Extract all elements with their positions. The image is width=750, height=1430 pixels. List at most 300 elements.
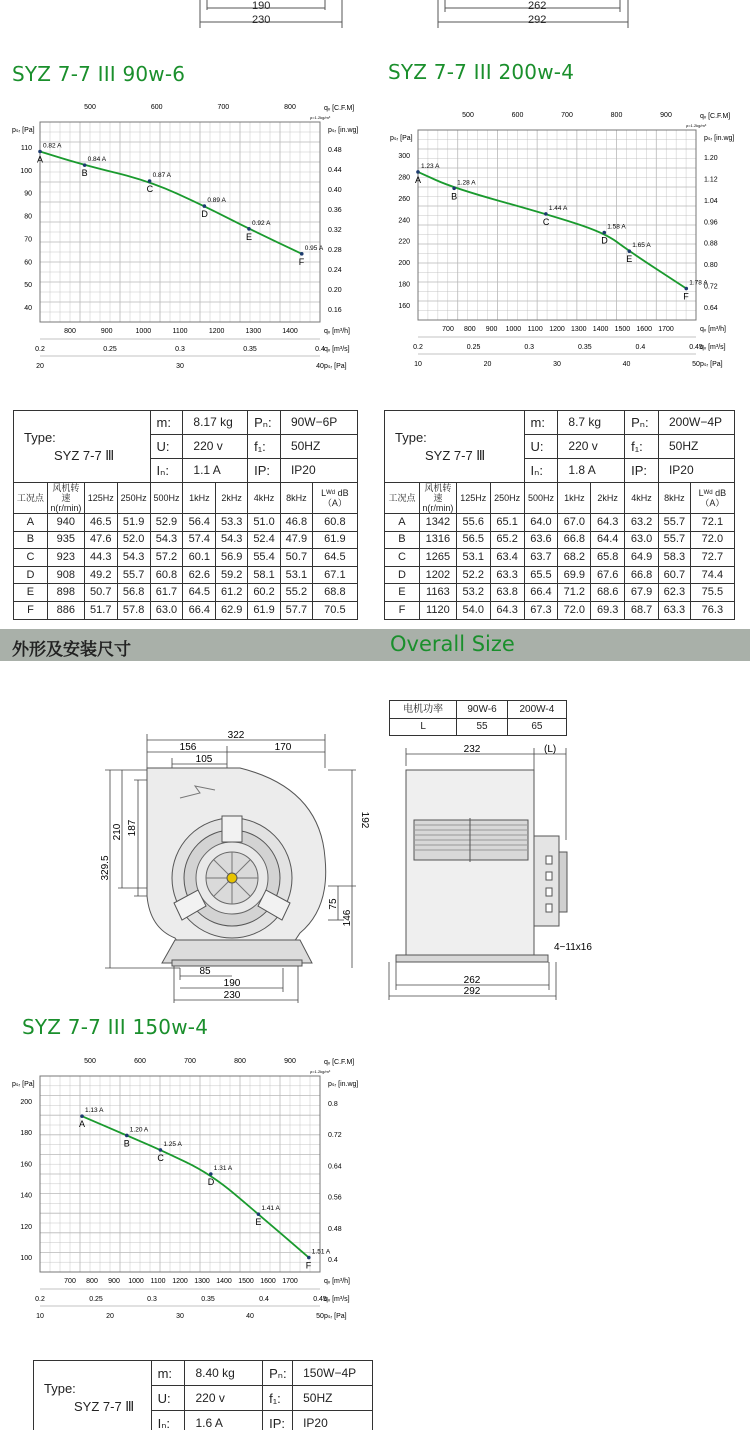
curve-point — [307, 1256, 311, 1260]
curve-point — [203, 204, 207, 208]
table-cell: 1202 — [419, 566, 456, 584]
x2-tick-label: 0.35 — [577, 344, 592, 351]
table-row — [14, 531, 358, 549]
row-point-label: C — [14, 549, 48, 567]
table-row — [385, 601, 735, 619]
type-label: Type: — [24, 429, 56, 445]
row-point-label: E — [385, 584, 420, 602]
point-current-label: 1.51 A — [311, 1248, 331, 1256]
motor-header: 90W-6 — [457, 701, 508, 719]
point-current-label: 1.20 A — [129, 1126, 149, 1134]
top-tick-label: 600 — [134, 1058, 146, 1065]
table-cell: 64.5 — [312, 549, 357, 567]
right-tick-label: 0.4 — [328, 1257, 338, 1264]
point-letter: E — [245, 231, 253, 242]
table-cell: 46.5 — [84, 514, 117, 532]
table-cell: 54.3 — [150, 531, 183, 549]
point-letter: D — [601, 235, 608, 246]
point-letter: C — [146, 184, 154, 195]
x2-tick-label: 0.3 — [175, 346, 185, 353]
table-cell: 46.8 — [280, 514, 312, 532]
table-cell: 57.8 — [117, 601, 150, 619]
table-cell: 47.6 — [84, 531, 117, 549]
right-tick-label: 0.72 — [704, 283, 718, 291]
table-cell: 51.9 — [117, 514, 150, 532]
voltage-label: U: — [151, 1386, 185, 1411]
table-cell: 64.3 — [591, 514, 625, 532]
motor-header: 电机功率 — [390, 701, 457, 719]
left-tick-label: 140 — [20, 1192, 32, 1200]
table-cell: 72.0 — [558, 601, 591, 619]
curve-point — [247, 227, 251, 231]
row-point-label: B — [385, 531, 420, 549]
left-tick-label: 180 — [20, 1130, 32, 1138]
table-cell: 67.0 — [558, 514, 591, 532]
x-tick-label: 1000 — [128, 1278, 144, 1285]
right-tick-label: 0.72 — [328, 1132, 342, 1140]
x-tick-label: 1300 — [245, 328, 262, 335]
x-tick-label: 1400 — [282, 328, 298, 335]
x3-tick-label: 20 — [36, 363, 44, 370]
table-cell: 63.3 — [658, 601, 690, 619]
left-tick-label: 40 — [24, 305, 32, 312]
motor-cell: 55 — [457, 718, 508, 736]
x-tick-label: 700 — [442, 326, 454, 333]
table-cell: 64.9 — [625, 549, 659, 567]
table-cell: 52.9 — [150, 514, 183, 532]
header-cell: 4kHz — [625, 483, 659, 514]
freq-value: 50HZ — [293, 1386, 373, 1411]
point-current-label: 0.84 A — [87, 156, 107, 164]
table-cell: 61.9 — [248, 601, 281, 619]
table-cell: 69.3 — [591, 601, 625, 619]
overall-size-cn: 外形及安装尺寸 — [12, 640, 131, 660]
table-cell: 67.9 — [625, 584, 659, 602]
power-value: 150W−4P — [293, 1361, 373, 1386]
point-current-label: 0.95 A — [304, 244, 324, 252]
x2-tick-label: 0.35 — [201, 1296, 215, 1303]
table-row — [385, 549, 735, 567]
dim-230: 230 — [223, 990, 241, 1001]
header-cell: 8kHz — [280, 483, 312, 514]
point-letter: D — [207, 1177, 215, 1187]
table-cell: 65.5 — [524, 566, 558, 584]
point-current-label: 1.28 A — [457, 179, 476, 187]
top-tick-label: 800 — [284, 104, 296, 111]
top-tick-label: 700 — [217, 104, 230, 111]
x-tick-label: 1400 — [592, 326, 609, 333]
table-row — [385, 566, 735, 584]
table-cell: 65.1 — [490, 514, 524, 532]
table-cell: 57.7 — [280, 601, 312, 619]
table-cell: 60.7 — [658, 566, 690, 584]
table-cell: 54.3 — [216, 531, 248, 549]
curve-point — [416, 170, 420, 174]
table-cell: 60.8 — [312, 514, 357, 532]
ip-label: IP: — [248, 459, 281, 483]
table-cell: 67.6 — [591, 566, 625, 584]
right-tick-label: 0.48 — [328, 147, 342, 154]
left-tick-label: 50 — [24, 282, 32, 290]
point-letter: A — [37, 154, 44, 165]
table-cell: 66.4 — [183, 601, 216, 619]
dim-190-top: 190 — [252, 0, 271, 12]
x-tick-label: 1300 — [571, 326, 587, 333]
x3-tick-label: 30 — [553, 361, 561, 368]
performance-curve — [82, 1116, 309, 1257]
table-cell: 55.7 — [658, 514, 690, 532]
header-cell: 8kHz — [658, 483, 690, 514]
voltage-value: 220 v — [183, 435, 248, 459]
table-cell: 58.3 — [658, 549, 690, 567]
freq-label: f₁: — [625, 435, 659, 459]
table-cell: 67.3 — [524, 601, 558, 619]
table-cell: 60.2 — [248, 584, 281, 602]
header-cell: Lᵂᵈ dB（A） — [690, 483, 734, 514]
right-tick-label: 0.48 — [328, 1225, 342, 1233]
right-tick-label: 0.28 — [328, 247, 342, 254]
x2-tick-label: 0.2 — [35, 346, 45, 353]
curve-point — [684, 287, 688, 291]
x2-axis-label: qᵥ [m³/s] — [324, 1296, 350, 1303]
x2-tick-label: 0.2 — [35, 1296, 45, 1303]
table-cell: 55.2 — [280, 584, 312, 602]
x-tick-label: 900 — [108, 1278, 120, 1285]
table-cell: 50.7 — [84, 584, 117, 602]
type-model: SYZ 7-7 Ⅲ — [425, 447, 486, 463]
curve-point — [148, 179, 152, 183]
right-tick-label: 0.20 — [328, 287, 342, 294]
x-tick-label: 1000 — [135, 328, 152, 335]
table-cell: 71.2 — [558, 584, 591, 602]
chart-200w — [380, 104, 750, 378]
ip-value: IP20 — [280, 459, 357, 483]
table-cell: 56.8 — [117, 584, 150, 602]
x-tick-label: 900 — [100, 328, 113, 335]
x3-tick-label: 30 — [176, 1313, 184, 1320]
table-cell: 55.6 — [456, 514, 490, 532]
dim-146: 146 — [342, 909, 353, 927]
noise-header-row — [385, 483, 735, 514]
point-current-label: 1.65 A — [632, 242, 651, 250]
top-tick-label: 700 — [561, 112, 573, 119]
x-tick-label: 800 — [463, 326, 476, 333]
left-tick-label: 220 — [398, 238, 410, 246]
x-tick-label: 1400 — [216, 1278, 232, 1285]
chart-title-150w: SYZ 7-7 III 150w-4 — [22, 1015, 209, 1039]
table-cell: 53.1 — [456, 549, 490, 567]
x-tick-label: 1300 — [194, 1278, 210, 1285]
density-note: ρ=1.2kg/m³ — [310, 1069, 331, 1074]
x-tick-label: 900 — [485, 326, 498, 333]
point-current-label: 1.44 A — [548, 204, 568, 212]
table-cell: 56.9 — [216, 549, 248, 567]
x-tick-label: 1100 — [150, 1278, 166, 1285]
point-current-label: 0.89 A — [207, 197, 226, 205]
table-row — [385, 531, 735, 549]
right-tick-label: 0.24 — [328, 267, 342, 274]
x2-tick-label: 0.4 — [635, 344, 646, 351]
mass-label: m: — [150, 411, 183, 435]
x-axis-label: qᵥ [m³/h] — [324, 1278, 350, 1285]
table-cell: 61.7 — [150, 584, 183, 602]
right-axis-label: pₛᵣ [in.wg] — [328, 127, 359, 134]
motor-cell: 65 — [507, 718, 566, 736]
right-tick-label: 0.44 — [328, 167, 342, 174]
curve-point — [627, 249, 631, 253]
left-tick-label: 200 — [398, 260, 410, 268]
table-cell: 72.7 — [690, 549, 734, 567]
table-cell: 68.7 — [625, 601, 659, 619]
table-cell: 65.2 — [490, 531, 524, 549]
curve-point — [125, 1134, 129, 1138]
table-cell: 62.6 — [183, 566, 216, 584]
dim-292-top: 292 — [528, 14, 547, 26]
type-model: SYZ 7-7 Ⅲ — [54, 447, 115, 463]
x2-tick-label: 0.25 — [103, 346, 117, 353]
table-cell: 62.9 — [216, 601, 248, 619]
x2-tick-label: 0.25 — [466, 344, 481, 351]
table-cell: 55.7 — [117, 566, 150, 584]
density-note: ρ=1.2kg/m³ — [686, 123, 707, 128]
dim-262: 262 — [463, 975, 481, 986]
point-letter: B — [123, 1138, 130, 1149]
left-tick-label: 110 — [20, 145, 32, 152]
table-cell: 60.8 — [150, 566, 183, 584]
table-cell: 1265 — [419, 549, 456, 567]
left-axis-label: pₛᵣ [Pa] — [12, 127, 35, 134]
type-cell — [34, 1361, 152, 1430]
right-tick-label: 0.40 — [328, 187, 342, 194]
x-tick-label: 800 — [64, 328, 76, 335]
table-cell: 940 — [47, 514, 84, 532]
table-cell: 1316 — [419, 531, 456, 549]
top-tick-label: 700 — [184, 1058, 196, 1065]
current-value: 1.8 A — [558, 459, 625, 483]
header-cell: 500Hz — [150, 483, 183, 514]
power-value: 200W−4P — [658, 411, 734, 435]
dim-105: 105 — [195, 754, 213, 765]
right-tick-label: 0.16 — [328, 307, 342, 314]
header-cell: 125Hz — [456, 483, 490, 514]
table-cell: 66.8 — [625, 566, 659, 584]
table-cell: 63.3 — [490, 566, 524, 584]
dim-322: 322 — [227, 730, 245, 741]
left-tick-label: 120 — [20, 1223, 32, 1231]
dim-329: 329.5 — [100, 855, 111, 881]
table-cell: 47.9 — [280, 531, 312, 549]
top-tick-label: 600 — [511, 112, 524, 119]
x3-axis-label: pₛᵣ [Pa] — [324, 1313, 347, 1320]
header-cell: 1kHz — [183, 483, 216, 514]
voltage-label: U: — [150, 435, 183, 459]
x2-axis-label: qᵥ [m³/s] — [700, 344, 726, 351]
x3-tick-label: 10 — [36, 1313, 44, 1320]
table-cell: 60.1 — [183, 549, 216, 567]
x3-tick-label: 30 — [176, 363, 184, 370]
curve-point — [209, 1172, 213, 1176]
right-tick-label: 0.88 — [704, 240, 718, 248]
x-axis-label: qᵥ [m³/h] — [700, 326, 726, 333]
right-tick-label: 0.80 — [704, 262, 718, 270]
curve-point — [452, 186, 456, 190]
type-label: Type: — [395, 429, 427, 445]
point-current-label: 0.82 A — [43, 142, 62, 150]
top-tick-label: 800 — [234, 1058, 246, 1065]
table-cell: 1342 — [419, 514, 456, 532]
left-tick-label: 300 — [398, 153, 410, 160]
right-tick-label: 0.64 — [328, 1163, 342, 1171]
header-cell: 工况点 — [14, 483, 48, 514]
table-cell: 898 — [47, 584, 84, 602]
table-cell: 64.5 — [183, 584, 216, 602]
x-tick-label: 1200 — [549, 326, 565, 333]
power-label: Pₙ: — [625, 411, 659, 435]
header-cell: 风机转速 n(r/min) — [47, 483, 84, 514]
row-point-label: F — [14, 601, 48, 619]
mass-label: m: — [524, 411, 558, 435]
table-row — [14, 566, 358, 584]
table-cell: 52.4 — [248, 531, 281, 549]
curve-point — [83, 163, 87, 167]
header-cell: 2kHz — [591, 483, 625, 514]
x3-tick-label: 10 — [414, 361, 422, 368]
table-cell: 68.2 — [558, 549, 591, 567]
type-model: SYZ 7-7 Ⅲ — [74, 1399, 135, 1414]
current-label: Iₙ: — [151, 1411, 185, 1430]
top-tick-label: 500 — [84, 104, 96, 111]
curve-point — [159, 1148, 163, 1152]
ip-value: IP20 — [293, 1411, 373, 1430]
table-cell: 57.2 — [150, 549, 183, 567]
spec-table-200w — [384, 410, 735, 620]
top-dim-strip — [0, 0, 750, 30]
dim-85: 85 — [199, 966, 211, 977]
dim-262-top: 262 — [528, 0, 547, 12]
right-tick-label: 0.96 — [704, 219, 718, 227]
freq-value: 50HZ — [280, 435, 357, 459]
top-axis-label: qᵥ [C.F.M] — [324, 1059, 355, 1066]
density-note: ρ=1.2kg/m³ — [310, 115, 331, 120]
chart-title-200w: SYZ 7-7 III 200w-4 — [388, 60, 575, 84]
table-cell: 66.8 — [558, 531, 591, 549]
point-current-label: 0.87 A — [152, 172, 172, 180]
x-tick-label: 1600 — [636, 326, 652, 333]
power-value: 90W−6P — [280, 411, 357, 435]
left-tick-label: 100 — [20, 1255, 32, 1262]
x2-tick-label: 0.35 — [243, 346, 257, 353]
x2-tick-label: 0.45 — [313, 1296, 327, 1303]
dim-L: (L) — [544, 744, 557, 755]
point-letter: B — [451, 191, 458, 202]
table-row — [14, 514, 358, 532]
header-cell: 工况点 — [385, 483, 420, 514]
mass-label: m: — [151, 1361, 185, 1386]
row-point-label: F — [385, 601, 420, 619]
point-current-label: 1.23 A — [421, 162, 440, 170]
x-tick-label: 1200 — [172, 1278, 188, 1285]
x-tick-label: 800 — [86, 1278, 98, 1285]
motor-header: 200W-4 — [507, 701, 566, 719]
freq-label: f₁: — [248, 435, 281, 459]
table-cell: 68.8 — [312, 584, 357, 602]
x2-tick-label: 0.25 — [89, 1296, 103, 1303]
curve-point — [80, 1114, 84, 1118]
header-cell: 250Hz — [117, 483, 150, 514]
x3-tick-label: 20 — [483, 361, 492, 368]
curve-point — [602, 231, 606, 235]
table-cell: 75.5 — [690, 584, 734, 602]
curve-point — [300, 252, 304, 256]
mass-value: 8.17 kg — [183, 411, 248, 435]
table-cell: 62.3 — [658, 584, 690, 602]
top-axis-label: qᵥ [C.F.M] — [700, 113, 731, 120]
point-letter: D — [201, 209, 208, 220]
voltage-value: 220 v — [558, 435, 625, 459]
point-current-label: 1.13 A — [85, 1107, 104, 1115]
point-current-label: 1.58 A — [607, 223, 626, 231]
table-row — [385, 514, 735, 532]
x3-tick-label: 20 — [106, 1313, 114, 1320]
right-tick-label: 0.36 — [328, 207, 342, 214]
table-cell: 63.7 — [524, 549, 558, 567]
table-cell: 74.4 — [690, 566, 734, 584]
type-label: Type: — [44, 1381, 76, 1396]
table-cell: 72.1 — [690, 514, 734, 532]
x3-axis-label: pₛᵣ [Pa] — [324, 363, 347, 370]
dim-75: 75 — [328, 898, 339, 910]
table-cell: 59.2 — [216, 566, 248, 584]
x3-tick-label: 40 — [316, 363, 324, 370]
x-tick-label: 1500 — [614, 326, 631, 333]
table-row — [14, 549, 358, 567]
table-cell: 64.3 — [490, 601, 524, 619]
top-tick-label: 600 — [150, 104, 163, 111]
right-tick-label: 0.64 — [704, 305, 718, 312]
table-cell: 44.3 — [84, 549, 117, 567]
table-cell: 63.0 — [150, 601, 183, 619]
point-letter: F — [298, 256, 305, 267]
table-cell: 69.9 — [558, 566, 591, 584]
x3-axis-label: pₛᵣ [Pa] — [700, 361, 723, 368]
point-letter: C — [157, 1152, 164, 1163]
slot-dim: 4−11x16 — [554, 942, 592, 953]
point-letter: F — [683, 291, 689, 302]
left-tick-label: 70 — [24, 236, 32, 244]
performance-curve — [418, 172, 686, 289]
dim-230-top: 230 — [252, 14, 271, 26]
left-tick-label: 200 — [20, 1099, 32, 1106]
table-cell: 51.0 — [248, 514, 281, 532]
table-cell: 49.2 — [84, 566, 117, 584]
table-row — [14, 601, 358, 619]
right-axis-label: pₛᵣ [in.wg] — [328, 1081, 359, 1088]
table-cell: 76.3 — [690, 601, 734, 619]
left-tick-label: 280 — [398, 174, 410, 182]
dim-190: 190 — [223, 978, 241, 989]
left-tick-label: 180 — [398, 281, 410, 289]
x2-tick-label: 0.3 — [524, 344, 535, 351]
table-cell: 66.4 — [524, 584, 558, 602]
freq-value: 50HZ — [658, 435, 734, 459]
top-tick-label: 500 — [462, 112, 474, 119]
left-tick-label: 240 — [398, 217, 410, 225]
left-axis-label: pₛᵣ [Pa] — [390, 135, 413, 142]
dim-210: 210 — [112, 823, 123, 841]
table-cell: 50.7 — [280, 549, 312, 567]
header-cell: 风机转速 n(r/min) — [419, 483, 456, 514]
left-tick-label: 60 — [24, 259, 32, 267]
